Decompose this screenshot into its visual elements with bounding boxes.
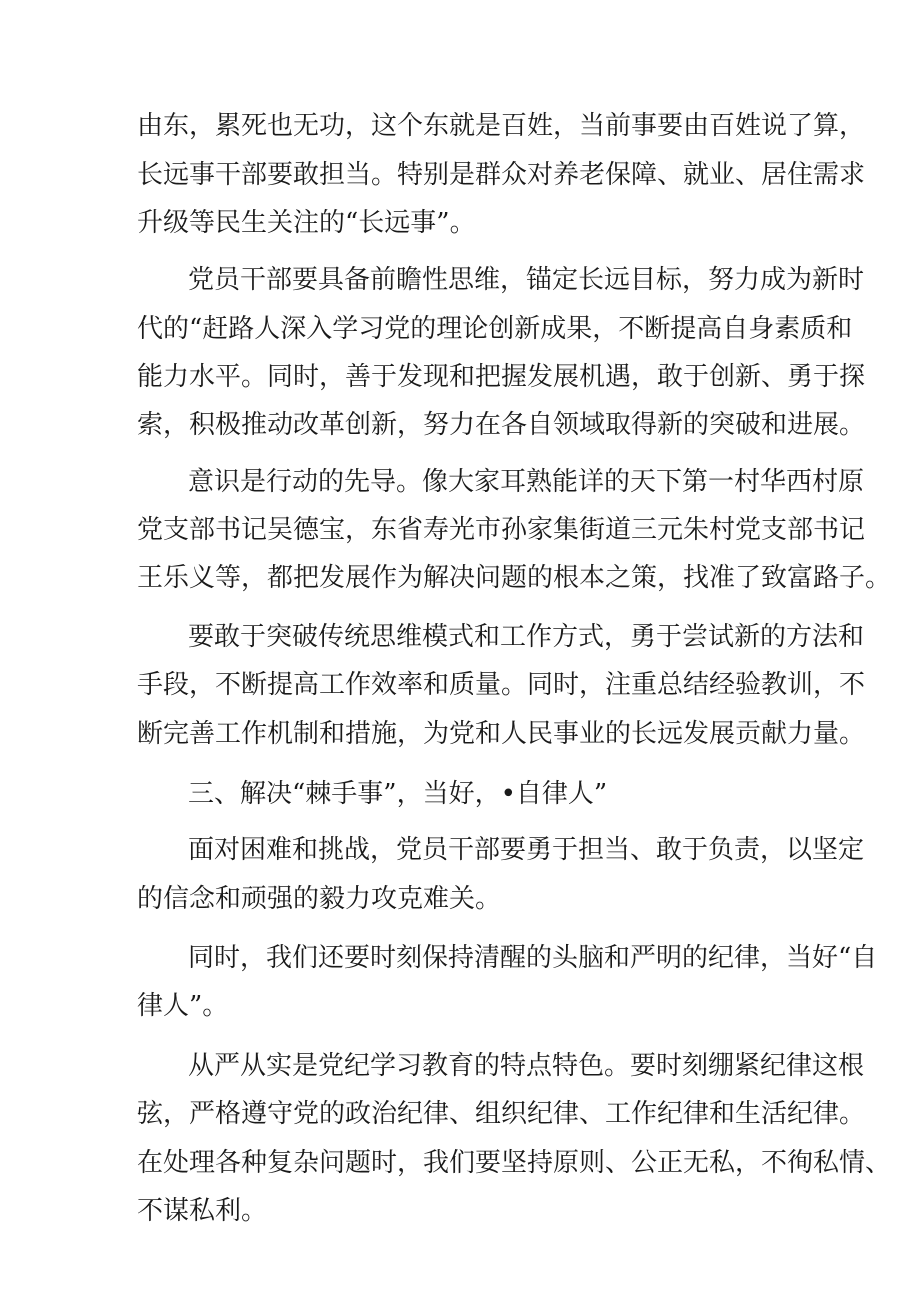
paragraph-7-line-3: 在处理各种复杂问题时，我们要坚持原则、公正无私，不徇私情、 [137,1148,892,1178]
section-heading: 三、解决“棘手事”，当好，•自律人” [188,779,608,809]
paragraph-7-line-4: 不谋私利。 [137,1196,268,1226]
paragraph-6-line-2: 律人”。 [137,991,229,1021]
paragraph-3-line-2: 党支部书记吴德宝，东省寿光市孙家集街道三元朱村党支部书记 [137,515,866,545]
paragraph-2-line-1: 党员干部要具备前瞻性思维，锚定长远目标，努力成为新时 [188,265,865,295]
paragraph-1-line-3: 升级等民生关注的“长远事”。 [137,208,476,238]
paragraph-1-line-2: 长远事干部要敢担当。特别是群众对养老保障、就业、居住需求 [137,160,866,190]
paragraph-4-line-1: 要敢于突破传统思维模式和工作方式，勇于尝试新的方法和 [188,622,865,652]
paragraph-2-line-2: 代的“赶路人深入学习党的理论创新成果，不断提高自身素质和 [137,314,853,344]
paragraph-5-line-2: 的信念和顽强的毅力攻克难关。 [137,884,502,914]
paragraph-6-line-1: 同时，我们还要时刻保持清醒的头脑和严明的纪律，当好“自 [188,943,878,973]
paragraph-4-line-3: 断完善工作机制和措施，为党和人民事业的长远发展贡献力量。 [137,719,866,749]
paragraph-3-line-3: 王乐义等，都把发展作为解决问题的根本之策，找准了致富路子。 [137,563,892,593]
paragraph-5-line-1: 面对困难和挑战，党员干部要勇于担当、敢于负责，以坚定 [188,835,865,865]
paragraph-3-line-1: 意识是行动的先导。像大家耳熟能详的天下第一村华西村原 [188,467,865,497]
paragraph-2-line-3: 能力水平。同时，善于发现和把握发展机遇，敢于创新、勇于探 [137,362,866,392]
paragraph-7-line-2: 弦，严格遵守党的政治纪律、组织纪律、工作纪律和生活纪律。 [137,1099,866,1129]
paragraph-4-line-2: 手段，不断提高工作效率和质量。同时，注重总结经验教训，不 [137,670,866,700]
paragraph-7-line-1: 从严从实是党纪学习教育的特点特色。要时刻绷紧纪律这根 [188,1051,865,1081]
paragraph-2-line-4: 索，积极推动改革创新，努力在各自领域取得新的突破和进展。 [137,410,866,440]
paragraph-1-line-1: 由东，累死也无功，这个东就是百姓，当前事要由百姓说了算， [137,111,866,141]
